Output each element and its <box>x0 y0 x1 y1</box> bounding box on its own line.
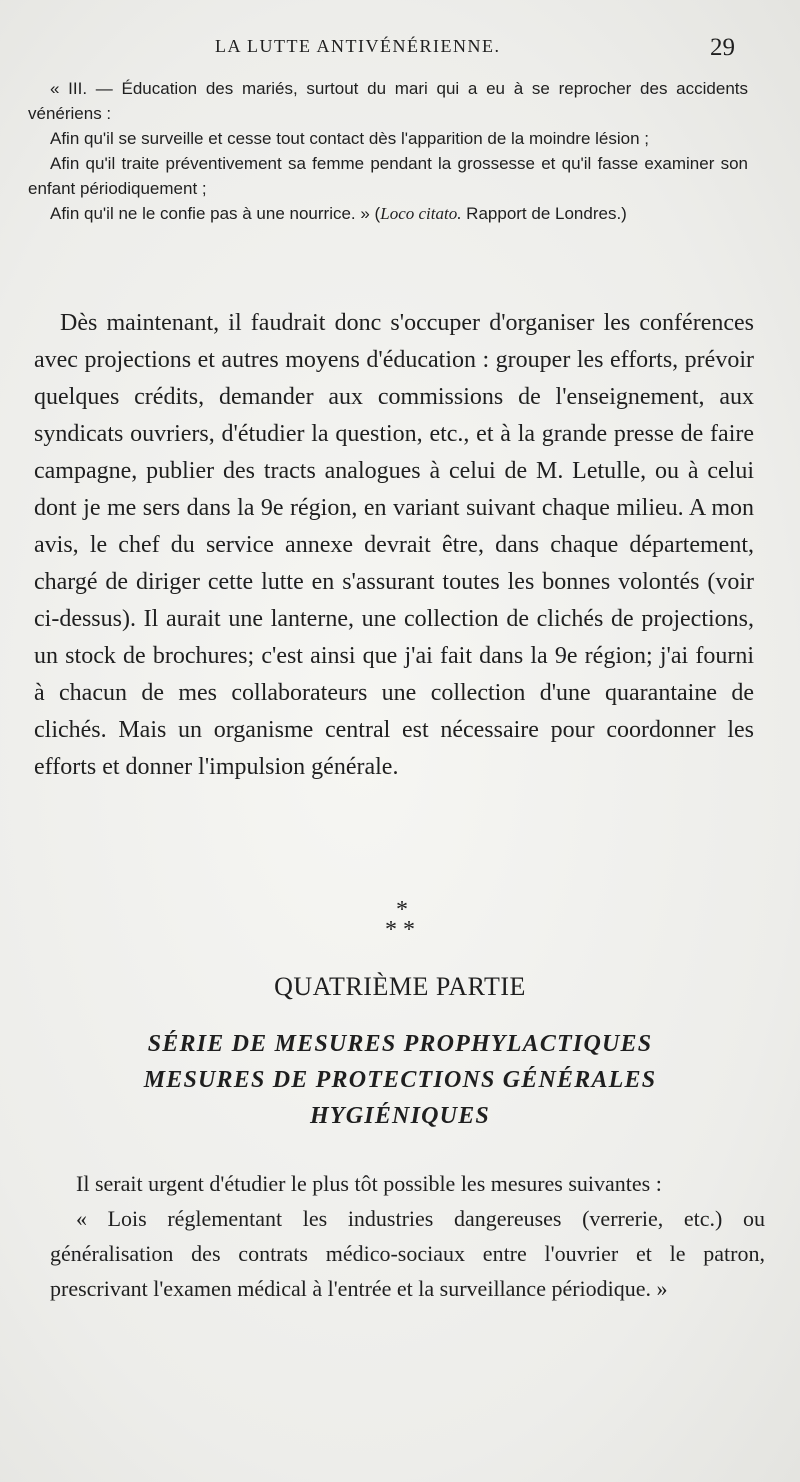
closing-quote: « Lois réglementant les industries dangereuses (verrerie, etc.) ou généralisation des contrats médico-sociaux entre l'ouvrier et le patron, prescrivant l'examen médical à l'entrée et la surveillance périodique. » <box>50 1206 765 1301</box>
asterism-top: * <box>396 897 408 923</box>
section-heading-line: MESURES DE PROTECTIONS GÉNÉRALES <box>143 1067 657 1093</box>
asterism-separator <box>0 897 800 943</box>
reference-italic: Loco citato. <box>380 204 462 223</box>
part-heading: QUATRIÈME PARTIE <box>274 972 526 1001</box>
reference-rest: Rapport de Londres.) <box>461 204 627 223</box>
body-paragraph <box>34 305 754 786</box>
page-number: 29 <box>710 34 735 61</box>
quote-line-text: Afin qu'il ne le confie pas à une nourrice. » ( <box>50 204 381 223</box>
section-heading <box>0 1026 800 1134</box>
closing-intro: Il serait urgent d'étudier le plus tôt possible les mesures suivantes : <box>76 1171 662 1196</box>
asterism-bottom: * * <box>385 917 415 943</box>
closing-section <box>50 1166 765 1306</box>
quote-line: « III. — Éducation des mariés, surtout du mari qui a eu à se reprocher des accidents vénériens : <box>28 79 748 123</box>
page-header <box>0 34 800 64</box>
quoted-passage <box>28 76 748 226</box>
section-heading-line: SÉRIE DE MESURES PROPHYLACTIQUES <box>147 1031 653 1057</box>
paragraph-text: Dès maintenant, il faudrait donc s'occuper d'organiser les conférences avec projections et autres moyens d'éducation : grouper les efforts, prévoir quelques crédits, demander aux commissions de l'enseignement, aux syndicats ouvriers, d'étudier la question, etc., et à la grande presse de faire campagne, publier des tracts analogues à celui de M. Letulle, ou à celui dont je me sers dans la 9e région, en variant suivant chaque milieu. A mon avis, le chef du service annexe devrait être, dans chaque département, chargé de diriger cette lutte en s'assurant toutes les bonnes volontés (voir ci-dessus). Il aurait une lanterne, une collection de clichés de projections, un stock de brochures; c'est ainsi que j'ai fait dans la 9e région; j'ai fourni à chacun de mes collaborateurs une collection d'une quarantaine de clichés. Mais un organisme central est nécessaire pour coordonner les efforts et donner l'impulsion générale. <box>34 310 754 780</box>
section-heading-line: HYGIÉNIQUES <box>310 1103 490 1129</box>
quote-line: Afin qu'il se surveille et cesse tout contact dès l'apparition de la moindre lésion ; <box>50 129 649 148</box>
quote-line: Afin qu'il traite préventivement sa femme pendant la grossesse et qu'il fasse examiner son enfant périodiquement ; <box>28 154 748 198</box>
quote-line-with-reference <box>28 201 748 226</box>
running-title: LA LUTTE ANTIVÉNÉRIENNE. <box>215 36 501 56</box>
